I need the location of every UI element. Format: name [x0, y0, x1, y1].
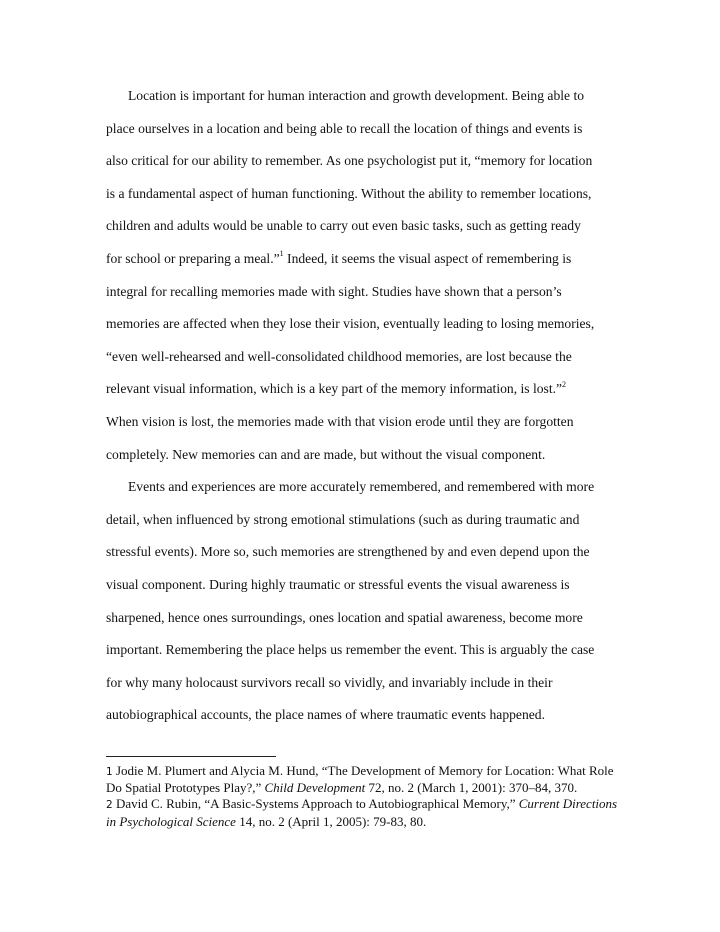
footnote-journal: Child Development	[264, 780, 366, 796]
paragraph-line: “even well-rehearsed and well-consolidated childhood memories, are lost because the	[106, 348, 572, 364]
paragraph-line: autobiographical accounts, the place names of where traumatic events happened.	[106, 707, 545, 723]
paragraph-2	[106, 471, 626, 732]
paragraph-line: memories are affected when they lose their vision, eventually leading to losing memories,	[106, 316, 595, 332]
paragraph-line: place ourselves in a location and being able to recall the location of things and events is	[106, 120, 583, 136]
footnote-1	[106, 763, 626, 796]
paragraph-line: integral for recalling memories made with sight. Studies have shown that a person’s	[106, 283, 562, 299]
paragraph-line: Indeed, it seems the visual aspect of remembering is	[283, 250, 572, 266]
paragraph-line: detail, when influenced by strong emotional stimulations (such as during traumatic and	[106, 511, 580, 527]
footnotes	[106, 763, 626, 830]
footnote-text: David C. Rubin, “A Basic-Systems Approach to Autobiographical Memory,”	[112, 796, 519, 812]
paragraph-line: sharpened, hence ones surroundings, ones location and spatial awareness, become more	[106, 609, 583, 625]
paragraph-line: important. Remembering the place helps us remember the event. This is arguably the case	[106, 642, 595, 658]
footnote-number: 1	[106, 766, 113, 778]
paragraph-line: Events and experiences are more accurately remembered, and remembered with more	[128, 479, 595, 495]
paragraph-line: visual component. During highly traumatic or stressful events the visual awareness is	[106, 576, 570, 592]
body-text	[106, 80, 626, 732]
footnote-2	[106, 796, 626, 829]
footnote-ref-1[interactable]: 1	[279, 249, 284, 259]
paragraph-line: children and adults would be unable to carry out even basic tasks, such as getting ready	[106, 218, 581, 234]
paragraph-line: is a fundamental aspect of human functioning. Without the ability to remember locations,	[106, 185, 592, 201]
footnote-journal: Current Directions in Psychological Science	[106, 796, 618, 829]
footnote-text: Jodie M. Plumert and Alycia M. Hund, “The Development of Memory for Location: What Role Do Spatial Prototypes Play?,”	[106, 763, 614, 796]
footnote-text: 72, no. 2 (March 1, 2001): 370–84, 370.	[365, 780, 578, 796]
paragraph-line: also critical for our ability to remember. As one psychologist put it, “memory for location	[106, 153, 593, 169]
footnote-text: 14, no. 2 (April 1, 2005): 79-83, 80.	[235, 813, 427, 829]
footnote-separator	[106, 756, 276, 757]
paragraph-line: When vision is lost, the memories made with that vision erode until they are forgotten	[106, 413, 574, 429]
paragraph-line: Location is important for human interaction and growth development. Being able to	[128, 88, 585, 103]
footnote-ref-2[interactable]: 2	[562, 379, 567, 389]
paragraph-line: for why many holocaust survivors recall so vividly, and invariably include in their	[106, 674, 553, 690]
paragraph-line: for school or preparing a meal.”	[106, 250, 280, 266]
paragraph-1	[106, 80, 626, 471]
footnote-number: 2	[106, 799, 113, 812]
paragraph-line: relevant visual information, which is a key part of the memory information, is lost.”	[106, 381, 563, 397]
paragraph-line: stressful events). More so, such memories are strengthened by and even depend upon the	[106, 544, 590, 560]
paragraph-line: completely. New memories can and are made, but without the visual component.	[106, 446, 546, 462]
